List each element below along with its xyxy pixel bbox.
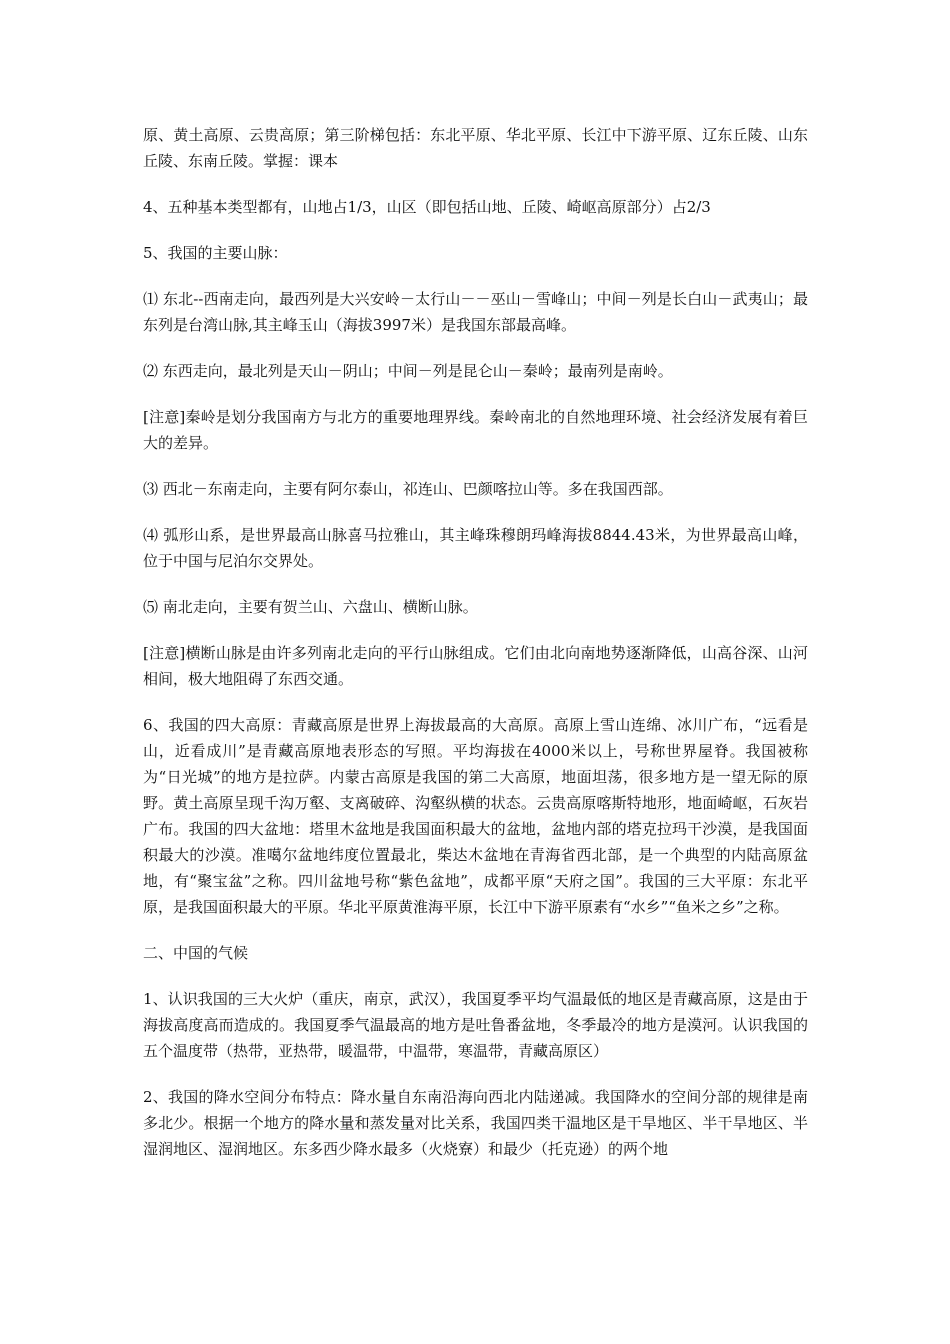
paragraph-point-4-terrain-types: 4、五种基本类型都有，山地占1/3，山区（即包括山地、丘陵、崎岖高原部分）占2/3 (143, 198, 711, 216)
paragraph-mountains-arc: ⑷ 弧形山系，是世界最高山脉喜马拉雅山，其主峰珠穆朗玛峰海拔8844.43米，为世界最高山峰，位于中国与尼泊尔交界处。 (143, 526, 808, 570)
paragraph-climate-precipitation: 2、我国的降水空间分布特点：降水量自东南沿海向西北内陆递减。我国降水的空间分部的规律是南多北少。根据一个地方的降水量和蒸发量对比关系，我国四类干温地区是干旱地区、半干旱地区、半湿润地区、湿润地区。东多西少降水最多（火烧寮）和最少（托克逊）的两个地 (143, 1088, 808, 1158)
section-heading-climate: 二、中国的气候 (143, 944, 249, 962)
paragraph-climate-temperature: 1、认识我国的三大火炉（重庆，南京，武汉），我国夏季平均气温最低的地区是青藏高原，这是由于海拔高度高而造成的。我国夏季气温最高的地方是吐鲁番盆地，冬季最冷的地方是漠河。认识我国的五个温度带（热带，亚热带，暖温带，中温带，寒温带，青藏高原区） (143, 990, 808, 1060)
paragraph-mountains-ne-sw: ⑴ 东北--西南走向，最西列是大兴安岭－太行山－－巫山－雪峰山；中间－列是长白山－武夷山；最东列是台湾山脉,其主峰玉山（海拔3997米）是我国东部最高峰。 (143, 290, 808, 334)
paragraph-note-qinling: [注意]秦岭是划分我国南方与北方的重要地理界线。秦岭南北的自然地理环境、社会经济发展有着巨大的差异。 (143, 408, 808, 452)
paragraph-mountains-nw-se: ⑶ 西北－东南走向，主要有阿尔泰山，祁连山、巴颜喀拉山等。多在我国西部。 (143, 480, 673, 498)
paragraph-point-5-heading: 5、我国的主要山脉： (143, 244, 288, 262)
document-body (143, 122, 808, 1182)
paragraph-continued-terrain-steps: 原、黄土高原、云贵高原；第三阶梯包括：东北平原、华北平原、长江中下游平原、辽东丘陵、山东丘陵、东南丘陵。掌握：课本 (143, 126, 808, 170)
paragraph-mountains-n-s: ⑸ 南北走向，主要有贺兰山、六盘山、横断山脉。 (143, 598, 478, 616)
paragraph-point-6-plateaus-basins-plains: 6、我国的四大高原：青藏高原是世界上海拔最高的大高原。高原上雪山连绵、冰川广布，“远看是山，近看成川”是青藏高原地表形态的写照。平均海拔在4000米以上，号称世界屋脊。我国被称为“日光城”的地方是拉萨。内蒙古高原是我国的第二大高原，地面坦荡，很多地方是一望无际的原野。黄土高原呈现千沟万壑、支离破碎、沟壑纵横的状态。云贵高原喀斯特地形，地面崎岖，石灰岩广布。我国的四大盆地：塔里木盆地是我国面积最大的盆地，盆地内部的塔克拉玛干沙漠，是我国面积最大的沙漠。准噶尔盆地纬度位置最北，柴达木盆地在青海省西北部，是一个典型的内陆高原盆地，有“聚宝盆”之称。四川盆地号称“紫色盆地”，成都平原“天府之国”。我国的三大平原：东北平原，是我国面积最大的平原。华北平原黄淮海平原，长江中下游平原素有“水乡”“鱼米之乡”之称。 (143, 716, 808, 916)
paragraph-mountains-e-w: ⑵ 东西走向，最北列是天山－阴山；中间－列是昆仑山－秦岭；最南列是南岭。 (143, 362, 673, 380)
paragraph-note-hengduan: [注意]横断山脉是由许多列南北走向的平行山脉组成。它们由北向南地势逐渐降低，山高谷深、山河相间，极大地阻碍了东西交通。 (143, 644, 808, 688)
